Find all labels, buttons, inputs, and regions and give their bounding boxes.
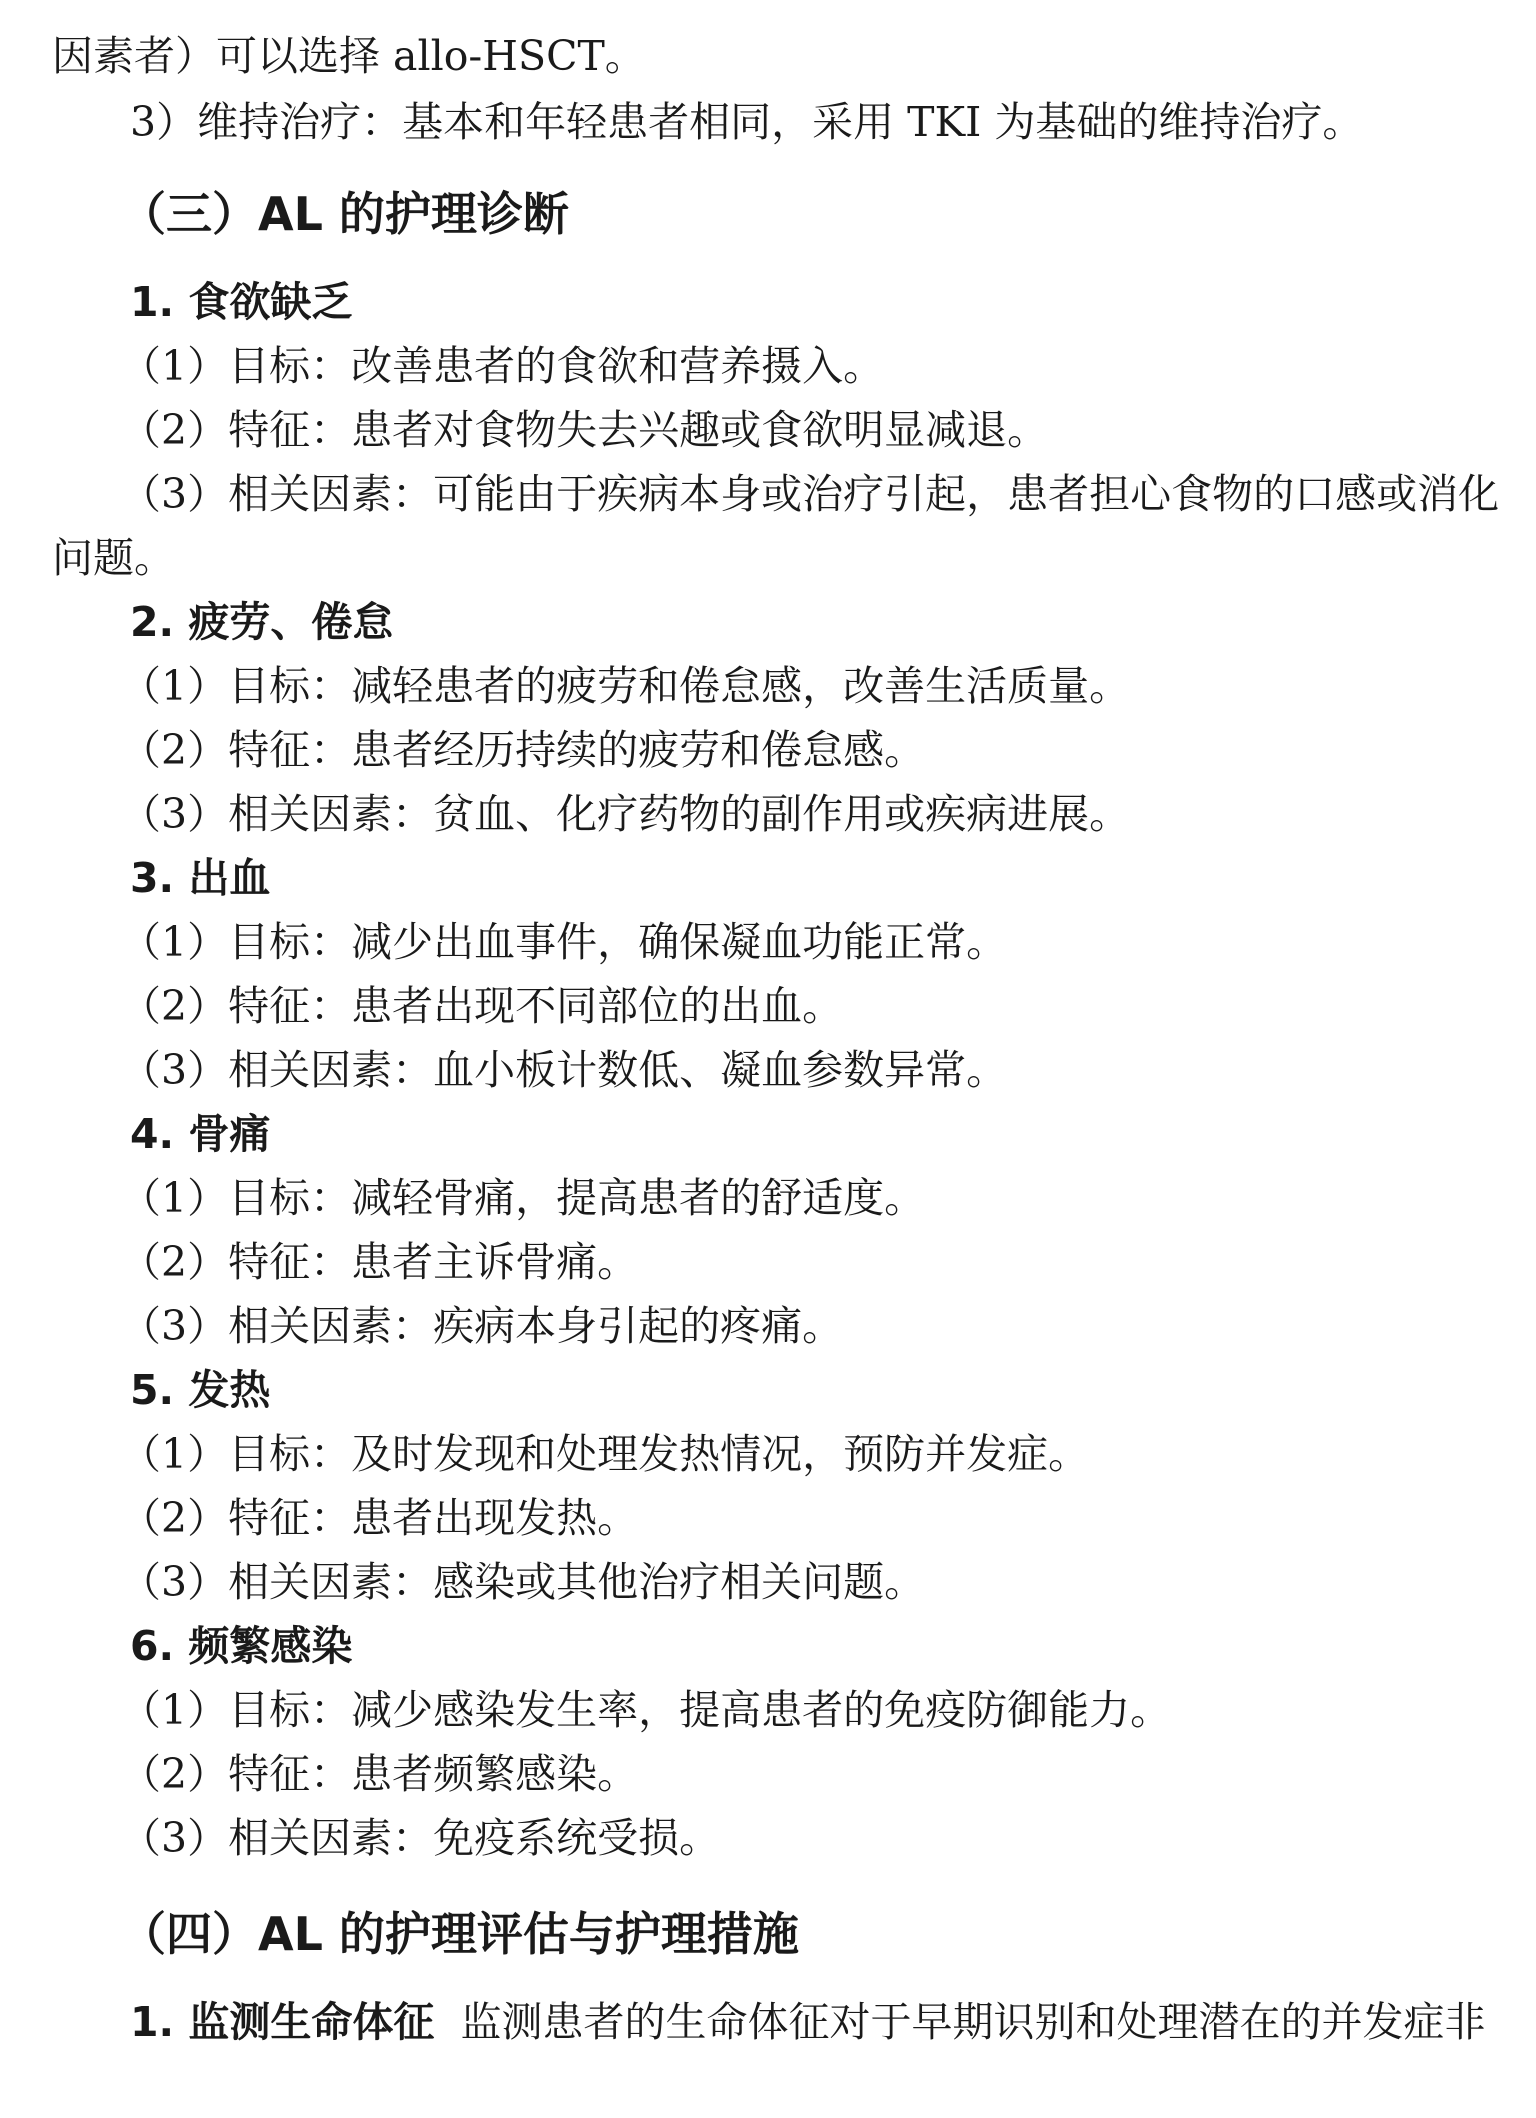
diagnosis-item: （3）相关因素：疾病本身引起的疼痛。 [120, 1302, 844, 1350]
diagnosis-item: （2）特征：患者经历持续的疲劳和倦怠感。 [120, 726, 926, 774]
section-heading: （四）AL 的护理评估与护理措施 [120, 1907, 799, 1961]
diagnosis-item: （3）相关因素：感染或其他治疗相关问题。 [120, 1558, 926, 1606]
diagnosis-item: （2）特征：患者出现发热。 [120, 1494, 639, 1542]
diagnosis-item: （2）特征：患者频繁感染。 [120, 1750, 639, 1798]
diagnosis-title-text: 5. 发热 [130, 1366, 271, 1414]
diagnosis-title-text: 1. 食欲缺乏 [130, 278, 353, 326]
diagnosis-item: （1）目标：减轻患者的疲劳和倦怠感，改善生活质量。 [120, 662, 1131, 710]
diagnosis-item: （2）特征：患者出现不同部位的出血。 [120, 982, 844, 1030]
diagnosis-title-text: 3. 出血 [130, 854, 271, 902]
diagnosis-item: （1）目标：减少感染发生率，提高患者的免疫防御能力。 [120, 1686, 1172, 1734]
diagnosis-item: （1）目标：改善患者的食欲和营养摄入。 [120, 342, 885, 390]
diagnosis-item: （3）相关因素：血小板计数低、凝血参数异常。 [120, 1046, 1008, 1094]
diagnosis-title [130, 1620, 352, 1672]
diagnosis-title [130, 852, 270, 904]
diagnosis-item: （1）目标：减少出血事件，确保凝血功能正常。 [120, 918, 1008, 966]
diagnosis-item: （1）目标：及时发现和处理发热情况，预防并发症。 [120, 1430, 1090, 1478]
text-line: 因素者）可以选择 allo-HSCT。 [52, 32, 646, 80]
section-heading: （三）AL 的护理诊断 [120, 187, 569, 241]
measure-title: 1. 监测生命体征 [130, 1998, 435, 2046]
diagnosis-title-text: 4. 骨痛 [130, 1110, 271, 1158]
diagnosis-title [130, 1364, 270, 1416]
diagnosis-title [130, 1108, 270, 1160]
text-line: 3）维持治疗：基本和年轻患者相同，采用 TKI 为基础的维持治疗。 [130, 98, 1364, 146]
text-line: 问题。 [52, 534, 175, 582]
measure-item [130, 1996, 1485, 2048]
diagnosis-item: （3）相关因素：可能由于疾病本身或治疗引起，患者担心食物的口感或消化 [120, 470, 1500, 518]
diagnosis-title [130, 596, 393, 648]
diagnosis-title [130, 276, 352, 328]
diagnosis-item: （3）相关因素：贫血、化疗药物的副作用或疾病进展。 [120, 790, 1131, 838]
diagnosis-item: （2）特征：患者主诉骨痛。 [120, 1238, 639, 1286]
diagnosis-title-text: 2. 疲劳、倦怠 [130, 598, 394, 646]
diagnosis-item: （2）特征：患者对食物失去兴趣或食欲明显减退。 [120, 406, 1049, 454]
measure-text: 监测患者的生命体征对于早期识别和处理潜在的并发症非 [460, 1998, 1486, 2046]
diagnosis-item: （1）目标：减轻骨痛，提高患者的舒适度。 [120, 1174, 926, 1222]
diagnosis-item: （3）相关因素：免疫系统受损。 [120, 1814, 721, 1862]
diagnosis-title-text: 6. 频繁感染 [130, 1622, 353, 1670]
